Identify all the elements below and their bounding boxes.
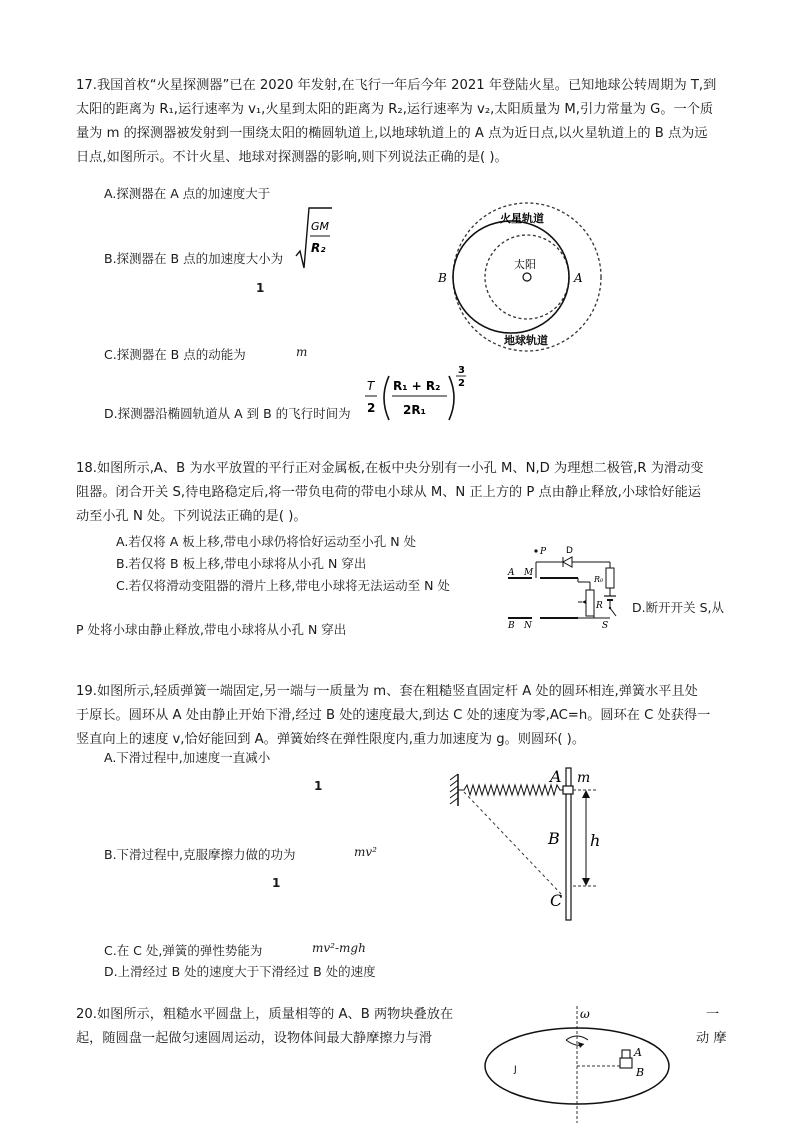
ring [563, 786, 573, 794]
q17-formula-gm: GM [311, 220, 330, 233]
q20-stem-line1: 20.如图所示，粗糙水平圆盘上，质量相等的 A、B 两物块叠放在 [76, 1007, 454, 1022]
label-b: B [548, 829, 560, 848]
q18-option-b: B.若仅将 B 板上移,带电小球将从小孔 N 穿出 [116, 556, 367, 571]
label-a: A [508, 568, 515, 578]
label-b: B [508, 621, 515, 631]
q17-option-c: C.探测器在 B 点的动能为 [104, 347, 246, 362]
q17-formula-exp-3: 3 [458, 365, 465, 376]
q18-option-d-head: D.断开开关 S,从 [632, 600, 724, 615]
q17-option-d-formula [363, 362, 473, 426]
label-m: M [524, 568, 534, 578]
q18-stem [76, 457, 726, 529]
q17-option-b: B.探测器在 B 点的加速度大小为 [104, 251, 284, 266]
q18-option-c: C.若仅将滑动变阻器的滑片上移,带电小球将无法运动至 N 处 [116, 578, 450, 593]
rheostat [586, 590, 594, 616]
q20-stem-line2-tail: 动 摩 [696, 1031, 727, 1046]
point-b-label: B [438, 271, 447, 285]
label-r0: R₀ [594, 575, 604, 584]
transfer-ellipse [453, 221, 569, 333]
q19-option-b: B.下滑过程中,克服摩擦力做的功为 [104, 847, 296, 862]
q17-formula-t: T [367, 379, 375, 393]
q17-stem-line: 太阳的距离为 R₁,运行速率为 v₁,火星到太阳的距离为 R₂,运行速率为 v₂,太阳质量为 M,引力常量为 G。一个质 [76, 102, 714, 117]
q19-option-d: D.上滑经过 B 处的速度大于下滑经过 B 处的速度 [104, 964, 376, 979]
q17-formula-2r1: 2R₁ [403, 403, 426, 417]
q19-option-c-expr: mv²-mgh [312, 941, 366, 955]
label-b: B [636, 1066, 645, 1079]
q17-stray-one: 1 [256, 281, 265, 295]
q17-stem [76, 74, 726, 170]
q18-stem-line: 动至小孔 N 处。下列说法正确的是( )。 [76, 509, 307, 524]
label-d: D [566, 546, 573, 556]
q17-option-a: A.探测器在 A 点的加速度大于 [104, 186, 271, 201]
label-r: R [596, 601, 603, 611]
q19-option-a: A.下滑过程中,加速度一直减小 [104, 750, 271, 765]
diode [563, 557, 572, 567]
block-a [622, 1050, 630, 1058]
q18-stem-line: 18.如图所示,A、B 为水平放置的平行正对金属板,在板中央分别有一小孔 M、N,D 为理想二极管,R 为滑动变 [76, 461, 704, 476]
q19-stray-one-a: 1 [314, 779, 323, 793]
q17-orbit-figure [430, 196, 620, 356]
point-a-label: A [574, 271, 583, 285]
q17-formula-two: 2 [367, 401, 376, 415]
q17-option-b-formula [294, 206, 334, 272]
mark-j: J [514, 1065, 517, 1075]
q18-circuit-figure [498, 542, 638, 634]
q20-disk-figure [480, 1004, 680, 1123]
q19-option-c: C.在 C 处,弹簧的弹性势能为 [104, 943, 263, 958]
q19-option-b-expr: mv² [354, 845, 377, 859]
resistor-r0 [606, 568, 614, 588]
q17-formula-exp-2: 2 [458, 378, 465, 389]
q20-stem-line2: 起，随圆盘一起做匀速圆周运动，设物体间最大静摩擦力与滑 [76, 1031, 433, 1046]
block-b [620, 1058, 632, 1068]
label-s: S [602, 621, 609, 631]
q19-stray-one-b: 1 [272, 876, 281, 890]
label-c: C [550, 891, 563, 910]
q18-option-d-tail: P 处将小球由静止释放,带电小球将从小孔 N 穿出 [76, 622, 347, 637]
q19-stem-line: 竖直向上的速度 v,恰好能回到 A。弹簧始终在弹性限度内,重力加速度为 g。则圆环( )。 [76, 732, 586, 747]
label-omega: ω [580, 1007, 590, 1021]
q17-formula-r2: R₂ [311, 241, 326, 255]
label-m: m [577, 770, 591, 786]
label-a: A [550, 767, 562, 786]
q19-stem [76, 680, 726, 752]
sun-dot [523, 273, 531, 281]
q18-stem-line: 阻器。闭合开关 S,待电路稳定后,将一带负电荷的带电小球从 M、N 正上方的 P 点由静止释放,小球恰好能运 [76, 485, 701, 500]
label-p: P [540, 547, 547, 557]
label-a: A [634, 1046, 642, 1059]
label-h: h [590, 831, 601, 850]
q19-spring-figure [446, 760, 616, 925]
q17-option-c-m: m [296, 345, 308, 359]
sun-label: 太阳 [514, 258, 536, 271]
q17-option-d: D.探测器沿椭圆轨道从 A 到 B 的飞行时间为 [104, 406, 351, 421]
spring [458, 785, 566, 795]
q17-formula-r-sum: R₁ + R₂ [393, 379, 441, 393]
q17-stem-line: 量为 m 的探测器被发射到一围绕太阳的椭圆轨道上,以地球轨道上的 A 点为近日点,以火星轨道上的 B 点为远 [76, 126, 708, 141]
q18-option-a: A.若仅将 A 板上移,带电小球仍将恰好运动至小孔 N 处 [116, 534, 417, 549]
q19-stem-line: 于原长。圆环从 A 处由静止开始下滑,经过 B 处的速度最大,到达 C 处的速度为零,AC=h。圆环在 C 处获得一 [76, 708, 711, 723]
earth-orbit-label: 地球轨道 [504, 334, 548, 347]
q17-stem-line: 17.我国首枚“火星探测器”已在 2020 年发射,在飞行一年后今年 2021 年登陆火星。已知地球公转周期为 T,到 [76, 78, 717, 93]
q17-stem-line: 日点,如图所示。不计火星、地球对探测器的影响,则下列说法正确的是( )。 [76, 150, 508, 165]
q19-stem-line: 19.如图所示,轻质弹簧一端固定,另一端与一质量为 m、套在粗糙竖直固定杆 A 处的圆环相连,弹簧水平且处 [76, 684, 698, 699]
label-n: N [524, 621, 532, 631]
q20-stem-line1-tail: 一 [706, 1007, 720, 1022]
mars-orbit-label: 火星轨道 [500, 212, 544, 225]
